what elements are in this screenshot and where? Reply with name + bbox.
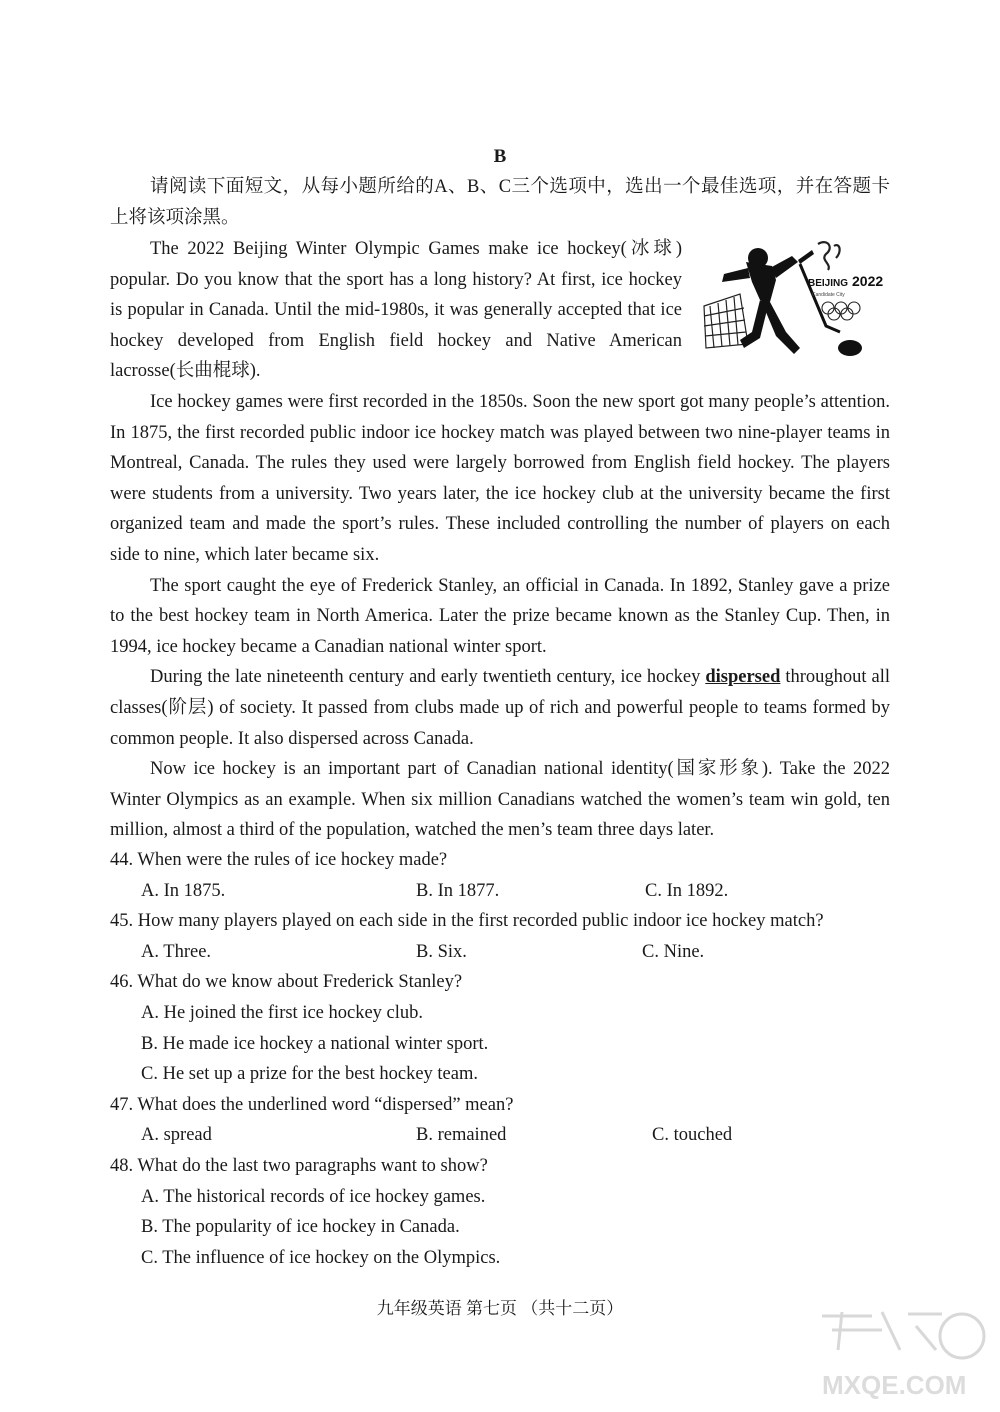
olympic-rings-icon xyxy=(822,302,860,320)
emblem-subtitle: Candidate City xyxy=(812,292,845,298)
option-b[interactable]: B. remained xyxy=(416,1125,507,1146)
page-footer: 九年级英语 第七页 （共十二页） xyxy=(376,1299,624,1318)
option-b[interactable]: B. In 1877. xyxy=(416,880,500,901)
section-title: B xyxy=(493,146,507,167)
watermark-logo xyxy=(812,1302,992,1402)
option-c[interactable]: C. He set up a prize for the best hockey team. xyxy=(141,1064,478,1085)
question-48: 48. What do the last two paragraphs want to show? xyxy=(110,1155,488,1176)
option-b[interactable]: B. He made ice hockey a national winter sport. xyxy=(141,1033,489,1054)
passage-paragraph-3: The sport caught the eye of Frederick Stanley, an official in Canada. In 1892, Stanley gave a prize to the best hockey team in North America. Later the prize became known as the Stanley Cup. Then, in 1994, ice hockey became a Canadian national winter sport. xyxy=(110,575,890,657)
option-a[interactable]: A. spread xyxy=(141,1125,212,1146)
passage-body xyxy=(110,387,890,846)
passage-paragraph-5: Now ice hockey is an important part of Canadian national identity(国家形象). Take the 2022 Winter Olympics as an example. When six million Canadians watched the women’s team win gold, ten million, almost a third of the population, watched the men’s team three days later. xyxy=(110,759,890,841)
option-c[interactable]: C. In 1892. xyxy=(645,880,729,901)
question-46: 46. What do we know about Frederick Stanley? xyxy=(110,972,463,993)
question-44-options xyxy=(110,876,900,907)
beijing-emblem-text: BEIJING xyxy=(808,278,849,289)
underlined-word: dispersed xyxy=(705,667,781,688)
option-c[interactable]: C. The influence of ice hockey on the Olympics. xyxy=(141,1247,501,1268)
passage-paragraph-2: Ice hockey games were first recorded in the 1850s. Soon the new sport got many people’s attention. In 1875, the first recorded public indoor ice hockey match was played between two nine-player teams in Montreal, Canada. The rules they used were largely borrowed from English field hockey. The players were students from a university. Two years later, the ice hockey club at the university became the first organized team and made the sport’s rules. These included controlling the number of players on each side to nine, which later became six. xyxy=(110,392,890,565)
option-c[interactable]: C. Nine. xyxy=(642,941,705,962)
ice-hockey-illustration xyxy=(700,236,890,366)
option-a[interactable]: A. The historical records of ice hockey games. xyxy=(141,1186,486,1207)
question-list xyxy=(110,845,900,1273)
option-c[interactable]: C. touched xyxy=(652,1125,733,1146)
option-a[interactable]: A. In 1875. xyxy=(141,880,226,901)
question-45: 45. How many players played on each side in the first recorded public indoor ice hockey match? xyxy=(110,911,824,932)
watermark-text: MXQE.COM xyxy=(822,1370,967,1400)
instructions: 请阅读下面短文，从每小题所给的A、B、C三个选项中，选出一个最佳选项，并在答题卡上将该项涂黑。 xyxy=(110,177,890,228)
question-45-options xyxy=(110,937,900,968)
passage-paragraph-4: During the late nineteenth century and early twentieth century, ice hockey dispersed throughout all classes(阶层) of society. It passed from clubs made up of rich and powerful people to teams formed by common people. It also dispersed across Canada. xyxy=(110,667,890,749)
question-47-options xyxy=(110,1120,900,1151)
passage-paragraph-1: The 2022 Beijing Winter Olympic Games make ice hockey(冰球) popular. Do you know that the sport has a long history? At first, ice hockey is popular in Canada. Until the mid-1980s, it was generally accepted that ice hockey developed from English field hockey and Native American lacrosse(长曲棍球). xyxy=(110,239,682,382)
emblem-year: 2022 xyxy=(852,273,884,289)
option-a[interactable]: A. He joined the first ice hockey club. xyxy=(141,1002,424,1023)
option-a[interactable]: A. Three. xyxy=(141,941,212,962)
question-47: 47. What does the underlined word “dispersed” mean? xyxy=(110,1094,514,1115)
question-44: 44. When were the rules of ice hockey made? xyxy=(110,850,448,870)
option-b[interactable]: B. Six. xyxy=(416,941,467,962)
option-b[interactable]: B. The popularity of ice hockey in Canada. xyxy=(141,1217,460,1238)
